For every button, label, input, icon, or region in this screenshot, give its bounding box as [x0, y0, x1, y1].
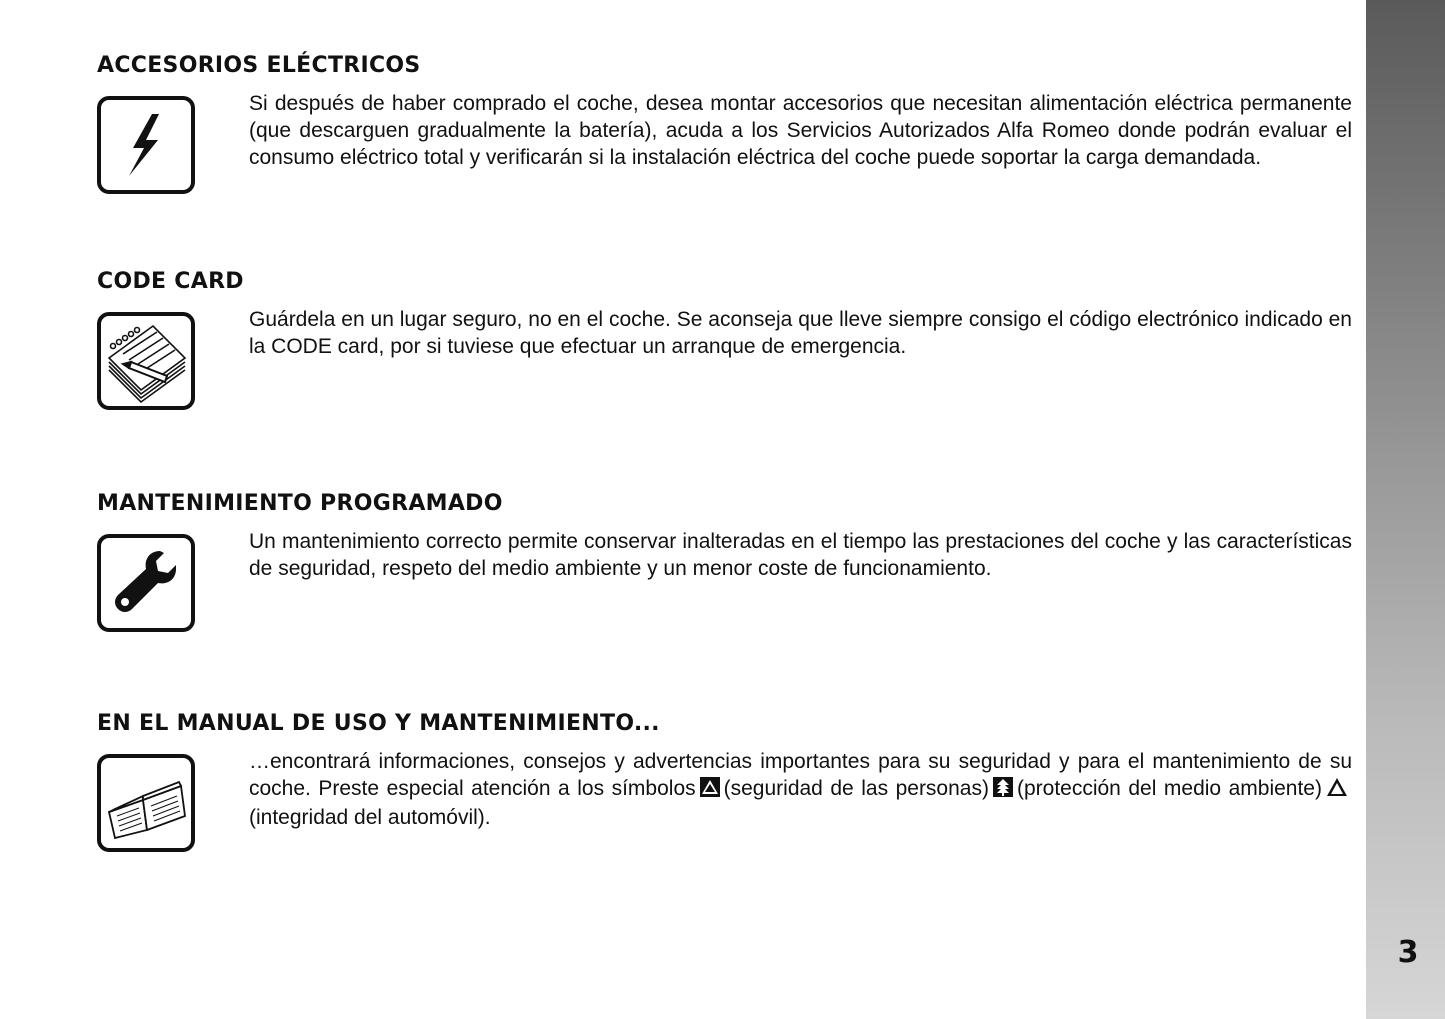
section-accesorios-electricos — [97, 52, 1352, 192]
section-body — [97, 748, 1352, 831]
section-heading: MANTENIMIENTO PROGRAMADO — [97, 491, 503, 516]
section-body — [97, 528, 1352, 582]
warning-person-icon — [700, 777, 720, 804]
section-text: Un mantenimiento correcto permite conservar inalteradas en el tiempo las prestaciones del coche y las características de seguridad, respeto del medio ambiente y un menor coste de funcionamiento. — [249, 530, 1352, 580]
section-body — [97, 306, 1352, 360]
section-text: Guárdela en un lugar seguro, no en el coche. Se aconseja que lleve siempre consigo el código electrónico indicado en la CODE card, por si tuviese que efectuar un arranque de emergencia. — [249, 308, 1352, 358]
section-code-card — [97, 268, 1352, 381]
section-text-part: (protección del medio ambiente) — [1016, 777, 1322, 800]
section-body — [97, 90, 1352, 171]
section-heading: CODE CARD — [97, 269, 244, 294]
section-text: Si después de haber comprado el coche, desea montar accesorios que necesitan alimentación eléctrica permanente (que descarguen gradualmente la batería), acuda a los Servicios Autorizados Alfa Romeo donde podrán evaluar el consumo eléctrico total y verificarán si la instalación eléctrica del coche puede soportar la carga demandada. — [249, 92, 1352, 169]
open-book-icon — [97, 754, 195, 852]
notepad-pencil-icon — [97, 312, 195, 410]
section-text — [235, 748, 1352, 831]
page-number: 3 — [1397, 935, 1419, 970]
section-manual — [97, 710, 1352, 852]
wrench-icon — [97, 534, 195, 632]
section-mantenimiento — [97, 490, 1352, 603]
vehicle-integrity-icon — [1326, 777, 1348, 804]
lightning-icon — [97, 96, 195, 194]
environment-icon — [993, 777, 1013, 804]
section-text-part: (seguridad de las personas) — [723, 777, 989, 800]
section-heading: ACCESORIOS ELÉCTRICOS — [97, 53, 421, 78]
side-tab — [1366, 0, 1445, 1019]
section-heading: EN EL MANUAL DE USO Y MANTENIMIENTO... — [97, 711, 660, 736]
section-text-part: …encontrará informaciones, consejos y advertencias importantes para su seguridad y para el mantenimiento de su coche. Preste especial atención a los símbolos — [249, 750, 1352, 800]
section-text-part: (integridad del automóvil). — [249, 806, 491, 829]
